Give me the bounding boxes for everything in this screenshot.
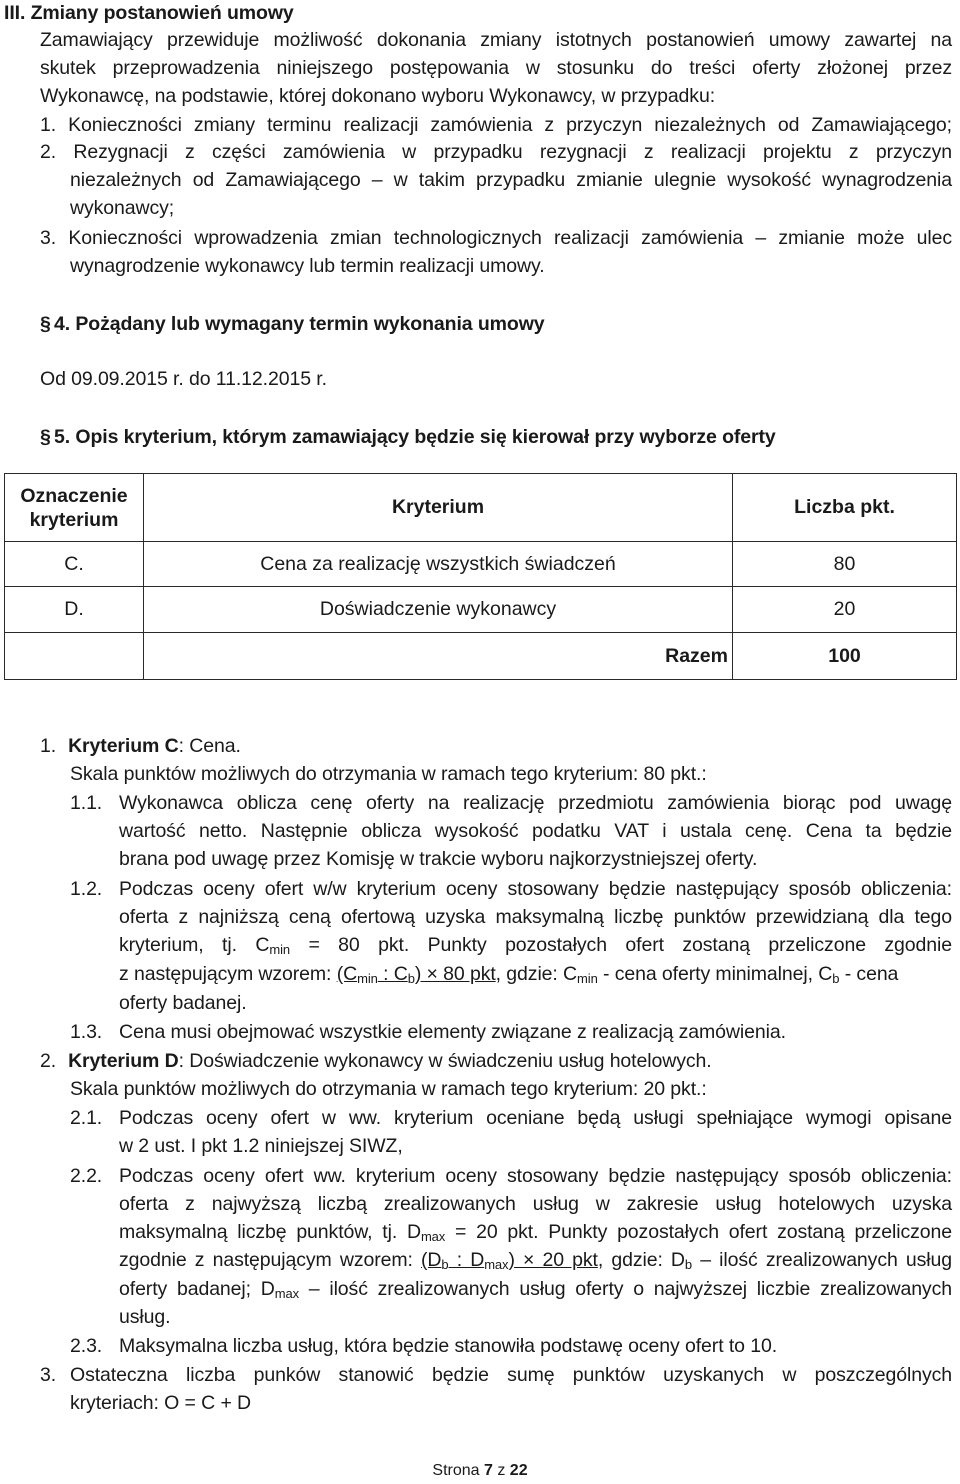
row-code: C. [5,542,144,587]
criterion-heading: 2. Kryterium D: Doświadczenie wykonawcy w świadczeniu usług hotelowych. [40,1050,712,1072]
point-number: 2.3. [70,1335,103,1357]
footer-label: Strona [432,1462,484,1479]
contract-term: Od 09.09.2015 r. do 11.12.2015 r. [40,368,327,390]
row-points: 20 [733,587,957,633]
point-number: 2.2. [70,1165,103,1187]
paragraph-line: Podczas oceny ofert w/w kryterium oceny stosowany będzie następujący sposób obliczenia: [119,878,952,900]
criterion-scale: Skala punktów możliwych do otrzymania w ramach tego kryterium: 80 pkt.: [70,763,707,785]
total-value: 100 [733,633,957,680]
paragraph-line: maksymalną liczbę punktów, tj. $D_{max} = 20$ pkt. Punkty pozostałych ofert zostaną przeliczone [119,1221,953,1244]
paragraph-line: Zamawiający przewiduje możliwość dokonania zmiany istotnych postanowień umowy zawartej na [40,29,952,51]
header-text: Oznaczenie [20,484,128,507]
paragraph-line: kryterium, tj. $C_{min} = 80$ pkt. Punkty pozostałych ofert zostaną przeliczone zgodnie [119,934,952,957]
list-item: 3. Konieczności wprowadzenia zmian technologicznych realizacji zamówienia – zmianie może ulec [40,227,952,249]
table-header-row [5,474,957,542]
footer-page-total: 22 [509,1462,528,1479]
footer-page-number: 7 [484,1462,493,1479]
total-label: Razem [144,633,733,680]
paragraph-line: Wykonawca oblicza cenę oferty na realizację przedmiotu zamówienia biorąc pod uwagę [119,792,952,814]
paragraph-line: Maksymalna liczba usług, która będzie stanowiła podstawę oceny ofert to 10. [119,1335,778,1357]
point-number: 1.2. [70,878,103,900]
list-item-continuation: wynagrodzenie wykonawcy lub termin realizacji umowy. [70,255,545,277]
section-symbol: § [40,426,51,448]
section-heading: III. Zmiany postanowień umowy [4,2,294,24]
criterion-scale: Skala punktów możliwych do otrzymania w ramach tego kryterium: 20 pkt.: [70,1078,707,1100]
paragraph-line: Ostateczna liczba punków stanowić będzie sumę punktów uzyskanych w poszczególnych [70,1364,952,1386]
paragraph-line: usług. [119,1306,171,1328]
point-number: 1.1. [70,792,103,814]
row-points: 80 [733,542,957,587]
paragraph-line: oferty badanej. [119,992,247,1014]
paragraph-line: Cena musi obejmować wszystkie elementy związane z realizacją zamówienia. [119,1021,786,1043]
list-item: 2. Rezygnacji z części zamówienia w przypadku rezygnacji z realizacji projektu z przyczyn [40,141,952,163]
list-item-continuation: niezależnych od Zamawiającego – w takim przypadku zmianie ulegnie wysokość wynagrodzenia [70,169,952,191]
footer-separator: z [492,1462,510,1479]
paragraph-line: wartość netto. Następnie oblicza wysokość podatku VAT i ustala cenę. Cena ta będzie [119,820,952,842]
table-total-row [5,633,957,680]
section-heading: 4. Pożądany lub wymagany termin wykonania umowy [54,313,545,335]
formula: ($C_{min}$ : $C_b) \times 80$ pkt [336,963,496,986]
paragraph-line: kryteriach: O = C + D [70,1392,252,1414]
paragraph-line: oferta z najniższą ceną ofertową uzyska maksymalną liczbę punktów przewidzianą dla tego [119,906,952,928]
paragraph-line: oferty badanej; $D_{max}$ – ilość zrealizowanych usług oferty o najwyższej liczbie zrealizowanych [119,1278,952,1301]
table-row [5,587,957,633]
page-footer [0,1462,960,1480]
row-criterion: Doświadczenie wykonawcy [144,587,733,633]
paragraph-line: w 2 ust. I pkt 1.2 niniejszej SIWZ, [119,1135,403,1157]
header-criterion: Kryterium [144,474,733,542]
row-code [5,633,144,680]
row-criterion: Cena za realizację wszystkich świadczeń [144,542,733,587]
header-text: kryterium [29,508,119,531]
section-heading: 5. Opis kryterium, którym zamawiający będzie się kierował przy wyborze oferty [54,426,776,448]
paragraph-line: Wykonawcę, na podstawie, której dokonano wyboru Wykonawcy, w przypadku: [40,85,716,107]
formula-line: z następującym wzorem: ($C_{min}$ : $C_b) \times 80$ pkt, gdzie: $C_{min}$ - cena oferty minimalnej, $C_b$ - cena [119,963,899,986]
paragraph-line: brana pod uwagę przez Komisję w trakcie wyboru najkorzystniejszej oferty. [119,848,758,870]
list-item-continuation: wykonawcy; [70,197,175,219]
formula: ($D_b$ : $D_{max}) \times 20$ pkt [421,1249,598,1272]
header-points: Liczba pkt. [733,474,957,542]
table-row [5,542,957,587]
point-number: 1.3. [70,1021,103,1043]
criterion-heading: 1. Kryterium C: Cena. [40,735,241,757]
criteria-table [4,473,957,680]
point-number: 3. [40,1364,57,1386]
section-symbol: § [40,313,51,335]
row-code: D. [5,587,144,633]
header-code [5,474,144,542]
formula-line: zgodnie z następującym wzorem: ($D_b$ : $D_{max}) \times 20$ pkt, gdzie: $D_b$ – ilość zrealizowanych usług [119,1249,953,1272]
point-number: 2.1. [70,1107,103,1129]
paragraph-line: Podczas oceny ofert w ww. kryterium oceniane będą usługi spełniające wymogi opisane [119,1107,952,1129]
paragraph-line: skutek przeprowadzenia niniejszego postępowania w stosunku do treści oferty złożonej przez [40,57,952,79]
paragraph-line: Podczas oceny ofert ww. kryterium oceny stosowany będzie następujący sposób obliczenia: [119,1165,952,1187]
paragraph-line: oferta z najwyższą liczbą zrealizowanych usług w zakresie usług hotelowych uzyska [119,1193,952,1215]
list-item: 1. Konieczności zmiany terminu realizacji zamówienia z przyczyn niezależnych od Zamawiającego; [40,114,952,136]
